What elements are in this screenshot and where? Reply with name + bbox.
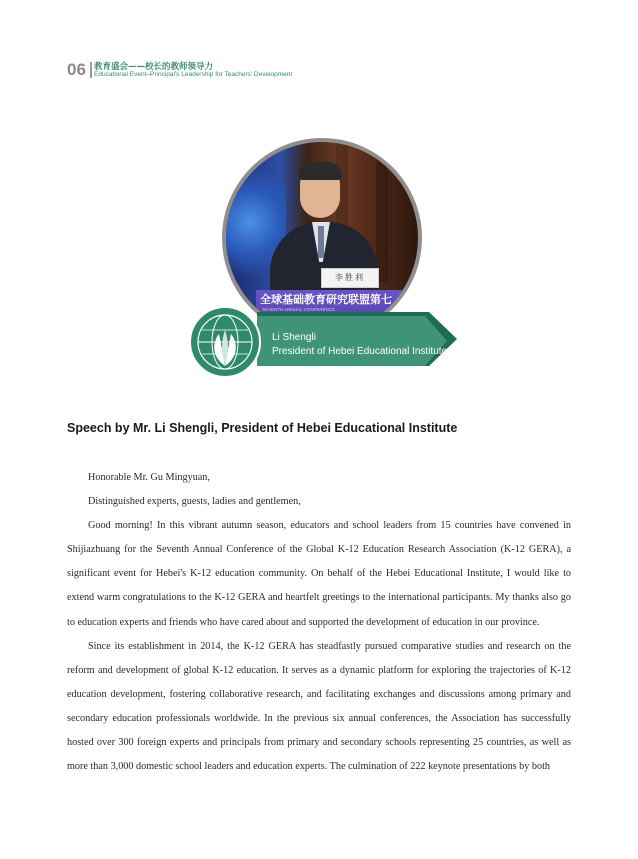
globe-leaf-logo-icon <box>191 308 259 376</box>
nameplate: 李胜利 <box>321 268 379 288</box>
paragraph: Since its establishment in 2014, the K-12 GERA has steadfastly pursued comparative studies and research on the reform and development of global K-12 education. It serves as a dynamic platform for exploring the trajectories of K-12 education development, fostering collaborative research, and facilitating exchanges and discussions among primary and secondary education professionals worldwide. In the previous six annual conferences, the Association has successfully hosted over 300 foreign experts and principals from primary and secondary schools representing 25 countries, as well as more than 3,000 domestic school leaders and education experts. The culmination of 222 keynote presentations by both <box>67 640 571 773</box>
header-title-en: Educational Event–Principal's Leadership for Teachers' Development <box>94 71 293 78</box>
salutation-1: Honorable Mr. Gu Mingyuan, <box>88 472 210 483</box>
paragraph: Good morning! In this vibrant autumn season, educators and school leaders from 15 countries have convened in Shijiazhuang for the Seventh Annual Conference of the Global K-12 Education Research Association (K-12 GERA), a significant event for Hebei's K-12 education community. On behalf of the Hebei Educational Institute, I would like to extend warm congratulations to the K-12 GERA and heartfelt greetings to the international participants. My thanks also go to education experts and friends who have cared about and supported the development of education in our province. <box>67 520 571 628</box>
salutation-2: Distinguished experts, guests, ladies and gentlemen, <box>88 496 301 508</box>
speaker-hero <box>0 0 638 400</box>
header-title-cn: 教育盛会——校长的教师领导力 <box>94 62 214 72</box>
speaker-name: Li Shengli <box>272 332 316 343</box>
speech-body <box>67 466 571 779</box>
page-number: 06 <box>67 60 86 79</box>
speech-title: Speech by Mr. Li Shengli, President of Hebei Educational Institute <box>67 421 458 435</box>
podium-subtext: SEVENTH ANNUAL CONFERENCE <box>262 307 336 312</box>
association-logo <box>189 306 261 378</box>
speaker-title: President of Hebei Educational Institute <box>272 346 448 357</box>
podium-banner: 全球基础教育研究联盟第七 <box>260 293 392 306</box>
